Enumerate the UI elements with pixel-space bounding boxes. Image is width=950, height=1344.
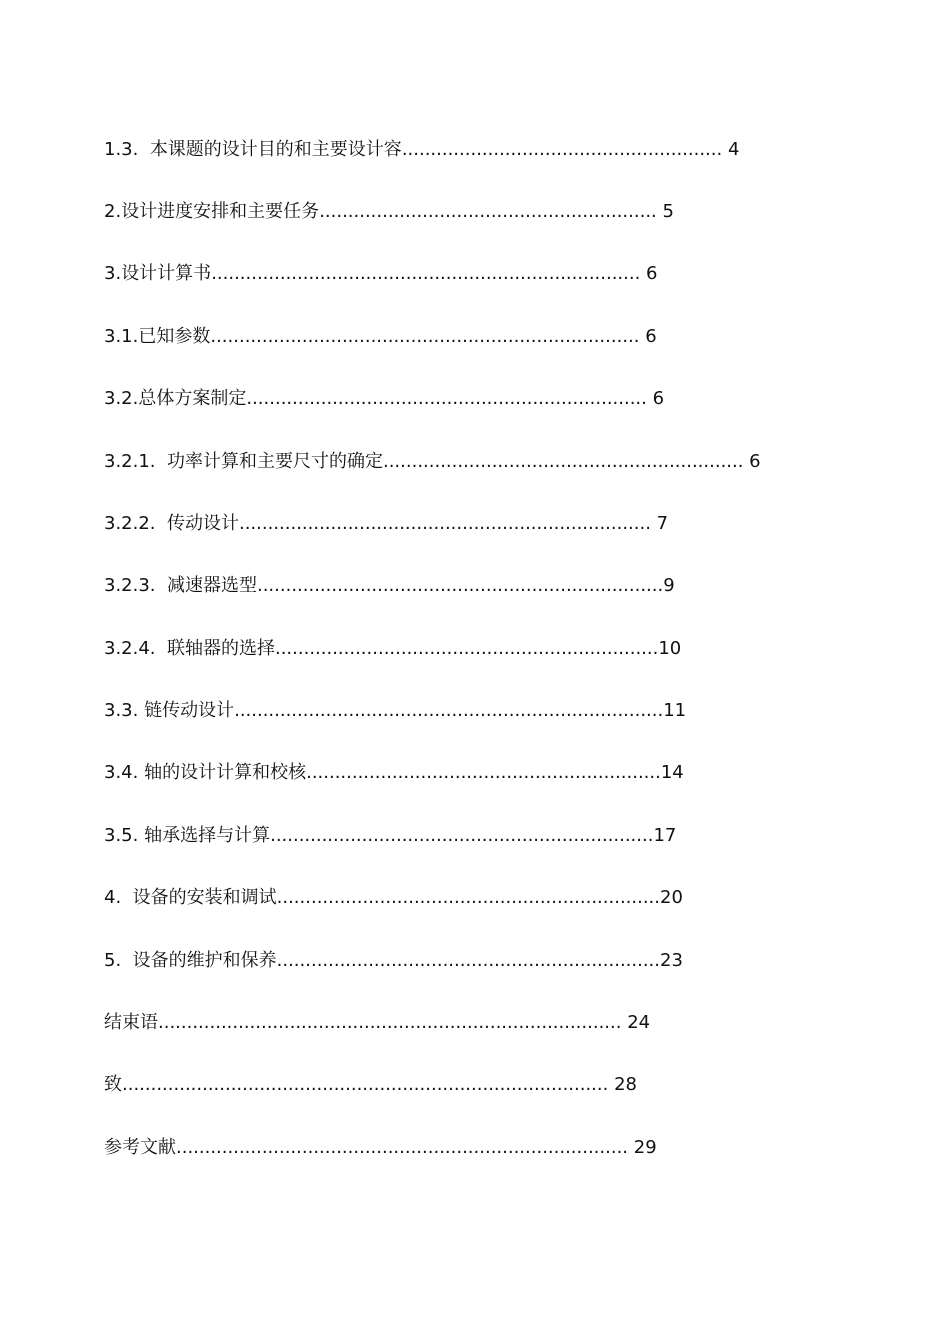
toc-entry-page: 20 bbox=[660, 887, 683, 908]
toc-entry-number: 3.2.1. bbox=[104, 451, 156, 472]
toc-entry[interactable] bbox=[104, 949, 683, 973]
toc-entry-leader: ................................................................................. bbox=[158, 1012, 622, 1033]
toc-entry-number: 3. bbox=[104, 263, 122, 284]
toc-entry[interactable] bbox=[104, 1011, 650, 1035]
toc-entry-title: 轴承选择与计算 bbox=[144, 825, 271, 846]
toc-entry[interactable] bbox=[104, 1136, 657, 1160]
toc-entry-page: 28 bbox=[608, 1074, 637, 1095]
toc-entry[interactable] bbox=[104, 325, 657, 349]
toc-entry-page: 23 bbox=[660, 950, 683, 971]
toc-entry[interactable] bbox=[104, 637, 681, 661]
toc-entry-separator bbox=[156, 638, 167, 659]
toc-entry-separator bbox=[156, 513, 167, 534]
toc-entry-number: 3.2.4. bbox=[104, 638, 156, 659]
toc-entry-leader: ........................................................... bbox=[319, 201, 657, 222]
toc-entry-page: 29 bbox=[628, 1137, 657, 1158]
toc-entry[interactable] bbox=[104, 761, 684, 785]
toc-entry-number: 3.5. bbox=[104, 825, 139, 846]
toc-entry-page: 7 bbox=[650, 513, 669, 534]
toc-entry-number: 3.1. bbox=[104, 326, 139, 347]
toc-entry[interactable] bbox=[104, 200, 674, 224]
toc-entry-leader: ........................................................................... bbox=[234, 700, 664, 721]
toc-entry-leader: ........................................................................ bbox=[238, 513, 651, 534]
toc-entry[interactable] bbox=[104, 574, 675, 598]
toc-entry-title: 联轴器的选择 bbox=[166, 638, 275, 659]
toc-entry-number: 3.2.2. bbox=[104, 513, 156, 534]
toc-entry-title: 致 bbox=[104, 1074, 122, 1095]
toc-entry-page: 17 bbox=[653, 825, 677, 846]
toc-entry-title: 总体方案制定 bbox=[138, 388, 247, 409]
toc-entry-separator bbox=[121, 950, 132, 971]
toc-entry-page: 9 bbox=[663, 575, 675, 596]
toc-entry[interactable] bbox=[104, 824, 676, 848]
toc-entry[interactable] bbox=[104, 886, 683, 910]
toc-entry-page: 6 bbox=[639, 326, 657, 347]
toc-entry-title: 设备的维护和保养 bbox=[132, 950, 277, 971]
toc-entry[interactable] bbox=[104, 1073, 637, 1097]
toc-entry-separator bbox=[121, 887, 132, 908]
toc-entry-title: 功率计算和主要尺寸的确定 bbox=[166, 451, 383, 472]
toc-entry[interactable] bbox=[104, 450, 761, 474]
toc-entry-title: 参考文献 bbox=[104, 1137, 176, 1158]
toc-entry-leader: ................................................................... bbox=[276, 887, 660, 908]
toc-entry-leader: .............................................................. bbox=[306, 762, 661, 783]
toc-entry-leader: ...................................................................... bbox=[246, 388, 647, 409]
toc-entry-leader: ........................................................................... bbox=[211, 263, 641, 284]
toc-entry-leader: ................................................................... bbox=[270, 825, 654, 846]
toc-entry-title: 设备的安装和调试 bbox=[132, 887, 277, 908]
toc-entry-leader: ................................................................... bbox=[274, 638, 659, 659]
toc-entry-number: 3.3. bbox=[104, 700, 139, 721]
toc-entry-leader: ........................................................................... bbox=[210, 326, 640, 347]
toc-entry-page: 24 bbox=[621, 1012, 651, 1033]
toc-entry-title: 设计计算书 bbox=[121, 263, 212, 284]
toc-entry-page: 6 bbox=[743, 451, 761, 472]
toc-entry-title: 本课题的设计目的和主要设计容 bbox=[149, 139, 402, 160]
toc-entry[interactable] bbox=[104, 387, 664, 411]
toc-entry-page: 6 bbox=[640, 263, 658, 284]
toc-entry-number: 3.4. bbox=[104, 762, 139, 783]
toc-entry-title: 链传动设计 bbox=[144, 700, 235, 721]
toc-entry-title: 结束语 bbox=[104, 1012, 158, 1033]
toc-entry-title: 传动设计 bbox=[166, 513, 239, 534]
toc-entry-number: 2. bbox=[104, 201, 122, 222]
toc-entry[interactable] bbox=[104, 699, 686, 723]
toc-entry-number: 4. bbox=[104, 887, 122, 908]
toc-entry-number: 3.2. bbox=[104, 388, 139, 409]
toc-entry-separator bbox=[156, 451, 167, 472]
toc-entry-leader: ..................................................................................... bbox=[122, 1074, 609, 1095]
toc-entry-page: 6 bbox=[646, 388, 665, 409]
toc-entry-page: 5 bbox=[656, 201, 674, 222]
toc-entry-title: 轴的设计计算和校核 bbox=[144, 762, 307, 783]
toc-entry-separator bbox=[138, 139, 149, 160]
toc-entry-number: 5. bbox=[104, 950, 122, 971]
toc-entry-page: 10 bbox=[658, 638, 682, 659]
toc-entry-separator bbox=[156, 575, 167, 596]
toc-entry[interactable] bbox=[104, 138, 739, 162]
toc-entry-leader: ............................................................................... bbox=[176, 1137, 629, 1158]
toc-entry-leader: ............................................................... bbox=[382, 451, 744, 472]
toc-entry-page: 14 bbox=[660, 762, 684, 783]
toc-entry-number: 3.2.3. bbox=[104, 575, 156, 596]
toc-entry-page: 11 bbox=[663, 700, 687, 721]
toc-entry-title: 已知参数 bbox=[138, 326, 211, 347]
toc-entry[interactable] bbox=[104, 262, 658, 286]
toc-entry-leader: ........................................................ bbox=[401, 139, 723, 160]
toc-entry-number: 1.3. bbox=[104, 139, 139, 160]
toc-entry-title: 设计进度安排和主要任务 bbox=[121, 201, 320, 222]
toc-entry-title: 减速器选型 bbox=[166, 575, 257, 596]
toc-entry-page: 4 bbox=[722, 139, 740, 160]
toc-entry-leader: ................................................................... bbox=[276, 950, 660, 971]
toc-entry[interactable] bbox=[104, 512, 668, 536]
toc-entry-leader: ....................................................................... bbox=[256, 575, 664, 596]
